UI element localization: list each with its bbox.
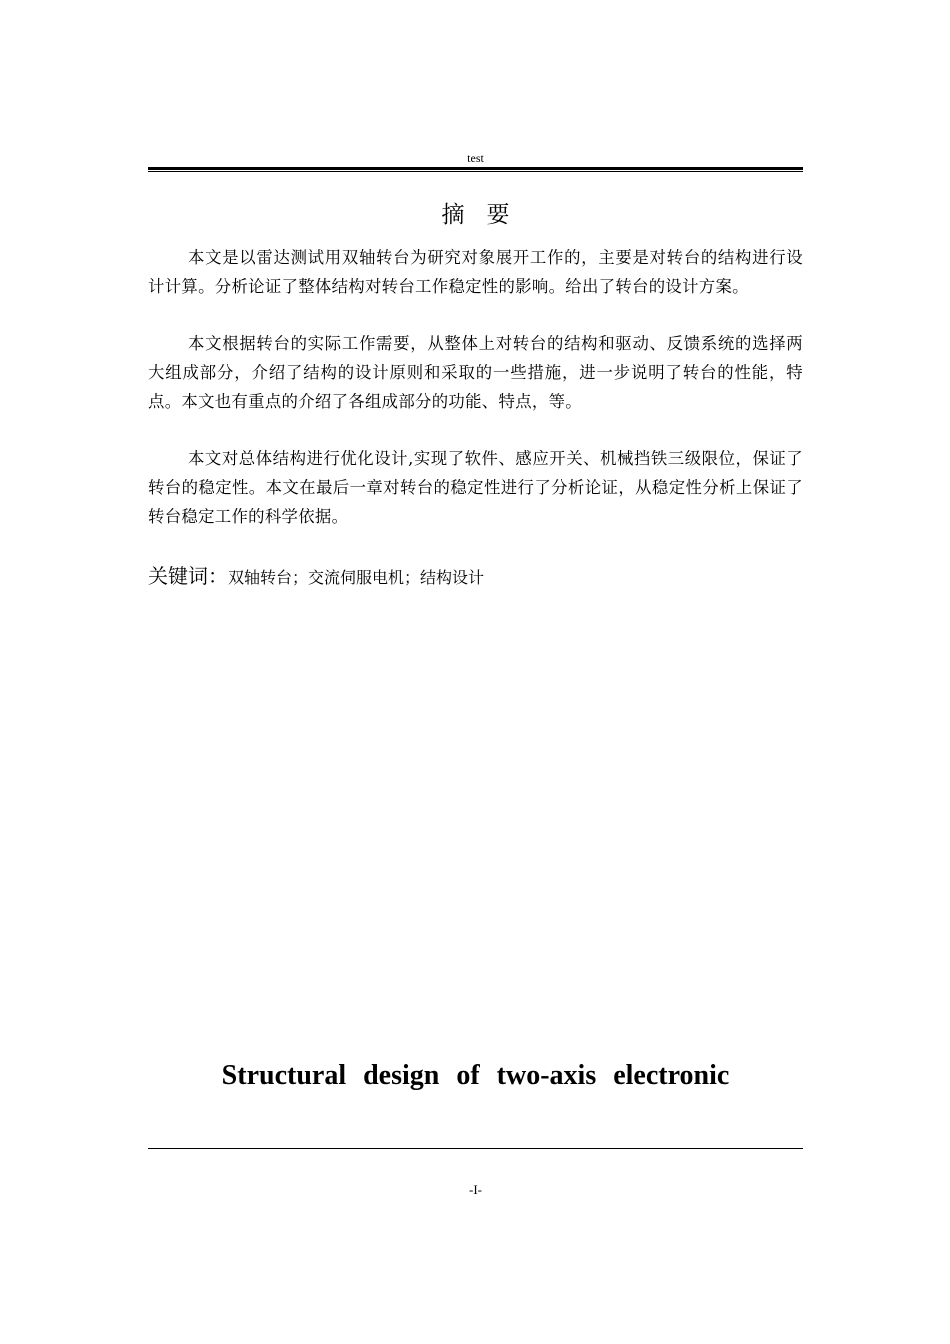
english-title: Structural design of two-axis electronic: [221, 1060, 730, 1091]
keywords-line: [148, 560, 803, 594]
abstract-paragraph-3: 本文对总体结构进行优化设计,实现了软件、感应开关、机械挡铁三级限位，保证了转台的稳定性。本文在最后一章对转台的稳定性进行了分析论证，从稳定性分析上保证了转台稳定工作的科学依据。: [148, 449, 803, 526]
keywords-label: 关键词：: [148, 564, 228, 588]
abstract-paragraph-2: 本文根据转台的实际工作需要，从整体上对转台的结构和驱动、反馈系统的选择两大组成部分，介绍了结构的设计原则和采取的一些措施，进一步说明了转台的性能，特点。本文也有重点的介绍了各组成部分的功能、特点，等。: [148, 334, 803, 411]
running-header: test: [467, 151, 484, 165]
header-double-rule: [148, 167, 803, 172]
keywords-list: 双轴转台；交流伺服电机；结构设计: [228, 568, 485, 587]
abstract-title: 摘要: [441, 202, 532, 228]
page-number: -I-: [469, 1182, 482, 1197]
footer-rule: [148, 1148, 803, 1149]
abstract-paragraph-1: 本文是以雷达测试用双轴转台为研究对象展开工作的，主要是对转台的结构进行设计计算。分析论证了整体结构对转台工作稳定性的影响。给出了转台的设计方案。: [148, 248, 803, 296]
